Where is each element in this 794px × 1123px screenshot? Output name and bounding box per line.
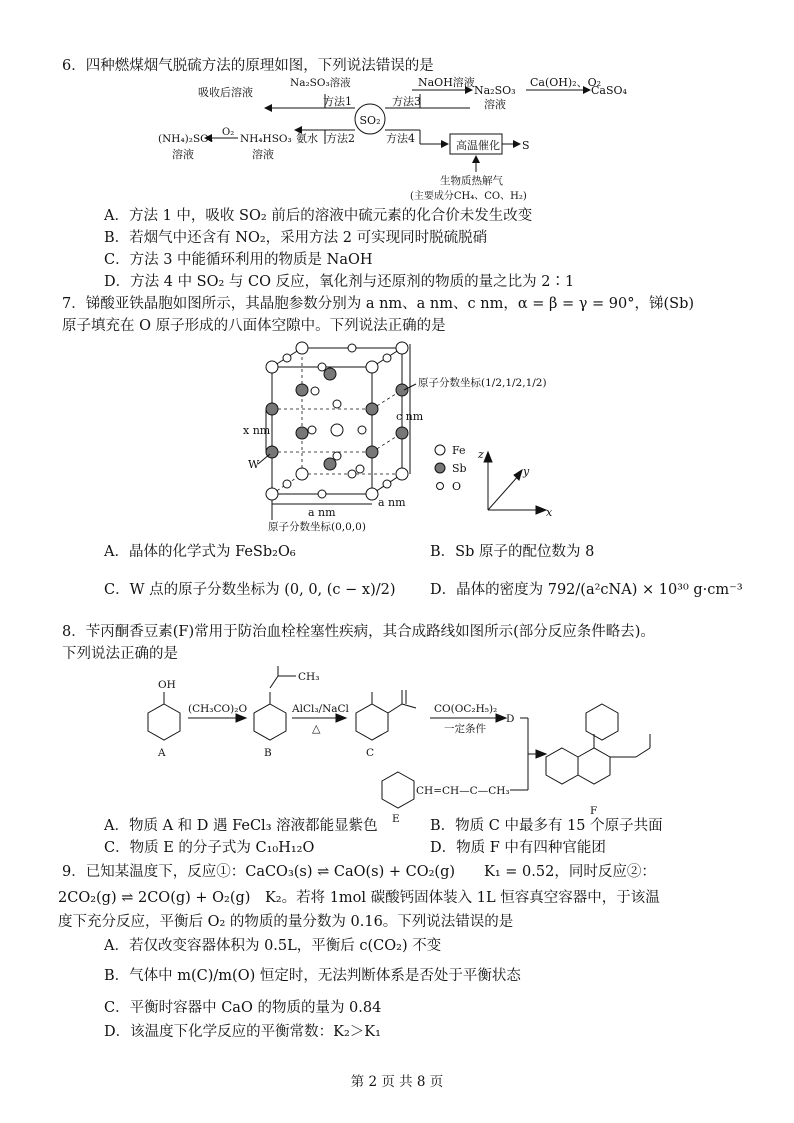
svg-text:生物质热解气: 生物质热解气 <box>440 175 503 187</box>
svg-text:高温催化: 高温催化 <box>456 139 500 152</box>
svg-text:Sb: Sb <box>452 462 467 475</box>
svg-text:B: B <box>264 747 272 759</box>
svg-text:x: x <box>546 506 553 519</box>
svg-text:溶液: 溶液 <box>484 98 506 111</box>
q9-option-c: C．平衡时容器中 CaO 的物质的量为 0.84 <box>104 1000 382 1016</box>
q6-diagram <box>0 72 794 222</box>
svg-text:原子分数坐标(0,0,0): 原子分数坐标(0,0,0) <box>268 521 366 533</box>
q6-option-d: D．方法 4 中 SO₂ 与 CO 反应，氧化剂与还原剂的物质的量之比为 2∶1 <box>104 274 575 290</box>
q7-crystal-diagram <box>0 334 794 539</box>
svg-text:S: S <box>522 139 530 152</box>
svg-text:a nm: a nm <box>308 506 336 519</box>
svg-text:溶液: 溶液 <box>172 148 194 161</box>
svg-text:c nm: c nm <box>396 410 424 423</box>
svg-text:A: A <box>158 747 166 759</box>
svg-text:方法1: 方法1 <box>323 95 352 108</box>
q8-stem-line2: 下列说法正确的是 <box>62 646 178 662</box>
q6-option-b: B．若烟气中还含有 NO₂，采用方法 2 可实现同时脱硫脱硝 <box>104 230 488 246</box>
page-number: 第 2 页 共 8 页 <box>350 1074 444 1090</box>
q7-option-b: B．Sb 原子的配位数为 8 <box>430 544 595 560</box>
q7-stem-line1: 7．锑酸亚铁晶胞如图所示，其晶胞参数分别为 a nm、a nm、c nm，α = β = γ = 90°，锑(Sb) <box>62 296 695 312</box>
q9-option-d: D．该温度下化学反应的平衡常数：K₂＞K₁ <box>104 1024 381 1040</box>
q8-option-a: A．物质 A 和 D 遇 FeCl₃ 溶液都能显紫色 <box>104 818 378 834</box>
q6-option-a: A．方法 1 中，吸收 SO₂ 前后的溶液中硫元素的化合价未发生改变 <box>104 208 533 224</box>
svg-text:a nm: a nm <box>378 496 406 509</box>
svg-text:溶液: 溶液 <box>252 148 274 161</box>
svg-text:(NH₄)₂SO₄: (NH₄)₂SO₄ <box>158 133 213 145</box>
svg-text:方法4: 方法4 <box>386 132 415 145</box>
svg-text:Ca(OH)₂、O₂: Ca(OH)₂、O₂ <box>530 76 602 89</box>
svg-text:CH₃: CH₃ <box>298 671 320 683</box>
svg-text:Na₂SO₃: Na₂SO₃ <box>474 84 516 97</box>
q9-stem-line1: 9．已知某温度下，反应①：CaCO₃(s) ⇌ CaO(s) + CO₂(g) K₁ = 0.52，同时反应②： <box>62 864 656 880</box>
svg-text:吸收后溶液: 吸收后溶液 <box>198 86 253 99</box>
svg-text:Fe: Fe <box>452 444 466 457</box>
q8-option-b: B．物质 C 中最多有 15 个原子共面 <box>430 818 663 834</box>
svg-text:氨水: 氨水 <box>296 132 318 145</box>
svg-text:CaSO₄: CaSO₄ <box>591 84 627 97</box>
q6-option-c: C．方法 3 中能循环利用的物质是 NaOH <box>104 252 373 268</box>
q7-option-c: C．W 点的原子分数坐标为 (0, 0, (c − x)/2) <box>104 582 396 598</box>
q8-synthesis-diagram <box>0 664 794 824</box>
svg-text:AlCl₃/NaCl: AlCl₃/NaCl <box>292 703 349 715</box>
svg-text:△: △ <box>312 722 321 735</box>
q7-option-a: A．晶体的化学式为 FeSb₂O₆ <box>104 544 296 560</box>
q7-stem-line2: 原子填充在 O 原子形成的八面体空隙中。下列说法正确的是 <box>62 318 446 334</box>
svg-text:C: C <box>366 747 375 759</box>
q9-stem-line2: 2CO₂(g) ⇌ 2CO(g) + O₂(g) K₂。若将 1mol 碳酸钙固体装入 1L 恒容真空容器中，于该温 <box>58 890 660 906</box>
svg-text:F: F <box>590 805 598 817</box>
svg-text:z: z <box>478 448 484 461</box>
svg-text:Na₂SO₃溶液: Na₂SO₃溶液 <box>290 77 351 89</box>
svg-text:W: W <box>248 458 260 471</box>
svg-text:CH=CH—C—CH₃: CH=CH—C—CH₃ <box>416 785 510 797</box>
q8-option-c: C．物质 E 的分子式为 C₁₀H₁₂O <box>104 840 315 856</box>
svg-text:OH: OH <box>158 679 176 691</box>
q8-stem-line1: 8．苄丙酮香豆素(F)常用于防治血栓栓塞性疾病，其合成路线如图所示(部分反应条件略去)。 <box>62 624 655 640</box>
q6-stem: 6．四种燃煤烟气脱硫方法的原理如图，下列说法错误的是 <box>62 58 434 74</box>
svg-text:NH₄HSO₃: NH₄HSO₃ <box>240 133 292 145</box>
svg-text:方法2: 方法2 <box>326 132 355 145</box>
svg-text:(主要成分CH₄、CO、H₂): (主要成分CH₄、CO、H₂) <box>410 191 527 202</box>
svg-text:y: y <box>523 465 530 478</box>
q9-option-a: A．若仅改变容器体积为 0.5L，平衡后 c(CO₂) 不变 <box>104 938 442 954</box>
svg-text:CO(OC₂H₅)₂: CO(OC₂H₅)₂ <box>434 703 498 715</box>
svg-text:O₂: O₂ <box>222 127 235 138</box>
svg-text:NaOH溶液: NaOH溶液 <box>418 76 475 89</box>
q9-stem-line3: 度下充分反应，平衡后 O₂ 的物质的量分数为 0.16。下列说法错误的是 <box>58 914 514 930</box>
svg-text:O: O <box>452 480 462 493</box>
q7-option-d: D．晶体的密度为 792/(a²cNA) × 10³⁰ g·cm⁻³ <box>430 582 743 598</box>
q9-option-b: B．气体中 m(C)/m(O) 恒定时，无法判断体系是否处于平衡状态 <box>104 968 521 984</box>
svg-text:一定条件: 一定条件 <box>444 723 486 735</box>
q8-option-d: D．物质 F 中有四种官能团 <box>430 840 606 856</box>
svg-text:原子分数坐标(1/2,1/2,1/2): 原子分数坐标(1/2,1/2,1/2) <box>418 377 547 389</box>
svg-text:E: E <box>392 813 400 824</box>
svg-text:方法3: 方法3 <box>392 95 421 108</box>
svg-text:x nm: x nm <box>243 424 271 437</box>
svg-text:D: D <box>506 713 515 725</box>
so2-label: SO₂ <box>359 114 381 127</box>
svg-text:(CH₃CO)₂O: (CH₃CO)₂O <box>188 703 248 715</box>
